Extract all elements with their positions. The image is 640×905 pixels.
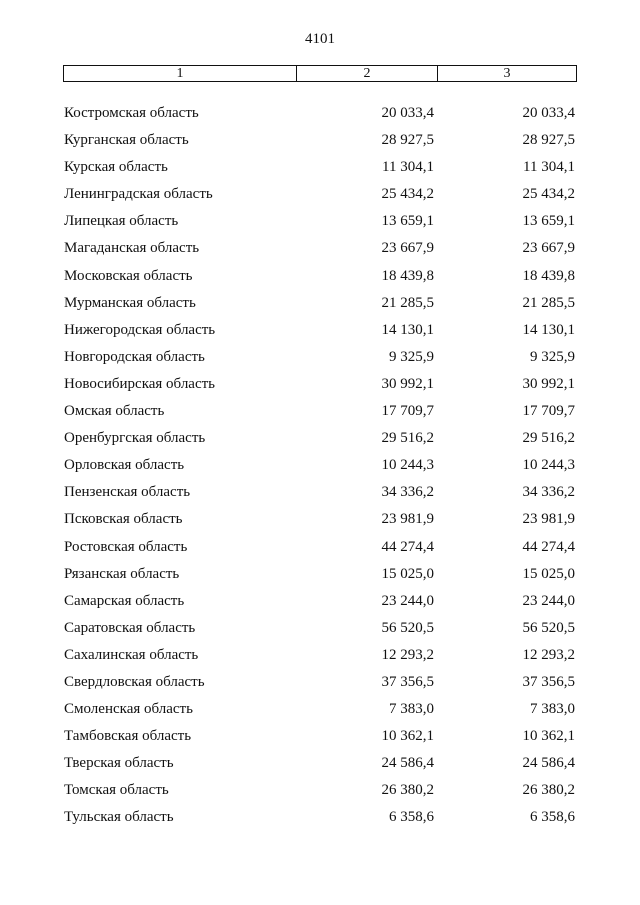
table-row xyxy=(0,481,640,508)
table-header xyxy=(63,65,577,82)
region-name: Псковская область xyxy=(64,511,183,528)
table-row xyxy=(0,373,640,400)
region-name: Пензенская область xyxy=(64,484,191,501)
value-col-3: 12 293,2 xyxy=(522,646,575,663)
value-col-3: 29 516,2 xyxy=(522,430,575,447)
value-col-2: 37 356,5 xyxy=(381,673,434,690)
value-col-2: 23 244,0 xyxy=(381,592,434,609)
region-name: Орловская область xyxy=(64,457,185,474)
value-col-3: 11 304,1 xyxy=(523,159,575,176)
region-name: Липецкая область xyxy=(64,213,179,230)
region-name: Костромская область xyxy=(64,105,199,121)
table-row xyxy=(0,454,640,481)
region-name: Смоленская область xyxy=(64,701,193,718)
region-name: Московская область xyxy=(64,267,193,284)
header-col-3: 3 xyxy=(503,66,511,81)
value-col-2: 29 516,2 xyxy=(381,430,434,447)
region-name: Курская область xyxy=(64,159,168,176)
region-name: Мурманская область xyxy=(64,294,196,311)
value-col-2: 30 992,1 xyxy=(381,375,434,392)
table-row xyxy=(0,590,640,617)
value-col-3: 7 383,0 xyxy=(530,701,575,718)
region-name: Свердловская область xyxy=(64,673,205,690)
value-col-2: 10 362,1 xyxy=(381,728,434,745)
region-name: Тамбовская область xyxy=(64,728,192,745)
region-name: Магаданская область xyxy=(64,240,200,257)
value-col-2: 23 981,9 xyxy=(381,511,434,528)
value-col-3: 30 992,1 xyxy=(522,375,575,392)
region-name: Тверская область xyxy=(64,755,174,772)
value-col-3: 28 927,5 xyxy=(522,132,575,149)
value-col-3: 10 244,3 xyxy=(522,457,575,474)
region-name: Саратовская область xyxy=(64,619,196,636)
table-row xyxy=(0,346,640,373)
value-col-2: 18 439,8 xyxy=(381,267,434,284)
value-col-2: 12 293,2 xyxy=(381,646,434,663)
value-col-3: 24 586,4 xyxy=(522,755,575,772)
region-name: Сахалинская область xyxy=(64,646,199,663)
table-row xyxy=(0,644,640,671)
table-row xyxy=(0,102,640,129)
value-col-2: 15 025,0 xyxy=(381,565,434,582)
page-number: 4101 xyxy=(305,31,335,47)
value-col-3: 9 325,9 xyxy=(530,348,575,365)
table-row xyxy=(0,292,640,319)
value-col-3: 10 362,1 xyxy=(522,728,575,745)
value-col-3: 26 380,2 xyxy=(522,782,575,799)
region-name: Рязанская область xyxy=(64,565,180,582)
value-col-3: 56 520,5 xyxy=(522,619,575,636)
region-name: Омская область xyxy=(64,403,165,420)
region-name: Новосибирская область xyxy=(64,375,216,392)
region-name: Ленинградская область xyxy=(64,186,213,203)
table-row xyxy=(0,617,640,644)
value-col-2: 23 667,9 xyxy=(381,240,434,257)
value-col-3: 34 336,2 xyxy=(522,484,575,501)
value-col-3: 17 709,7 xyxy=(522,403,575,420)
value-col-2: 17 709,7 xyxy=(381,403,434,420)
value-col-2: 25 434,2 xyxy=(381,186,434,203)
table-row xyxy=(0,183,640,210)
table-row xyxy=(0,508,640,535)
table-row xyxy=(0,237,640,264)
table-row xyxy=(0,129,640,156)
value-col-3: 14 130,1 xyxy=(522,321,575,338)
value-col-2: 26 380,2 xyxy=(381,782,434,799)
value-col-2: 34 336,2 xyxy=(381,484,434,501)
table-row xyxy=(0,319,640,346)
value-col-3: 37 356,5 xyxy=(522,673,575,690)
value-col-3: 6 358,6 xyxy=(530,809,575,826)
value-col-2: 6 358,6 xyxy=(389,809,434,826)
value-col-2: 14 130,1 xyxy=(381,321,434,338)
table-row xyxy=(0,210,640,237)
value-col-3: 18 439,8 xyxy=(522,267,575,284)
header-col-2: 2 xyxy=(297,66,438,81)
region-name: Самарская область xyxy=(64,592,185,609)
table-row xyxy=(0,671,640,698)
value-col-2: 10 244,3 xyxy=(381,457,434,474)
region-name: Курганская область xyxy=(64,132,189,149)
value-col-3: 21 285,5 xyxy=(522,294,575,311)
table-row xyxy=(0,536,640,563)
value-col-2: 24 586,4 xyxy=(381,755,434,772)
value-col-3: 23 981,9 xyxy=(522,511,575,528)
value-col-2: 9 325,9 xyxy=(389,348,434,365)
region-name: Новгородская область xyxy=(64,348,205,365)
value-col-2: 28 927,5 xyxy=(381,132,434,149)
value-col-2: 56 520,5 xyxy=(381,619,434,636)
value-col-3: 25 434,2 xyxy=(522,186,575,203)
region-name: Томская область xyxy=(64,782,169,799)
table-row xyxy=(0,563,640,590)
region-name: Оренбургская область xyxy=(64,430,206,447)
region-name: Ростовская область xyxy=(64,538,188,555)
value-col-3: 44 274,4 xyxy=(522,538,575,555)
header-col-1: 1 xyxy=(64,66,297,81)
table-row xyxy=(0,806,640,833)
table-row xyxy=(0,725,640,752)
value-col-2: 20 033,4 xyxy=(381,105,434,121)
table-body xyxy=(0,102,640,834)
value-col-2: 13 659,1 xyxy=(381,213,434,230)
value-col-2: 11 304,1 xyxy=(382,159,434,176)
value-col-3: 20 033,4 xyxy=(522,105,575,121)
table-row xyxy=(0,779,640,806)
region-name: Нижегородская область xyxy=(64,321,216,338)
value-col-2: 21 285,5 xyxy=(381,294,434,311)
table-row xyxy=(0,698,640,725)
value-col-3: 13 659,1 xyxy=(522,213,575,230)
table-row xyxy=(0,265,640,292)
value-col-3: 23 667,9 xyxy=(522,240,575,257)
value-col-3: 23 244,0 xyxy=(522,592,575,609)
table-row xyxy=(0,752,640,779)
value-col-3: 15 025,0 xyxy=(522,565,575,582)
table-row xyxy=(0,427,640,454)
region-name: Тульская область xyxy=(64,809,174,826)
table-row xyxy=(0,156,640,183)
value-col-2: 44 274,4 xyxy=(381,538,434,555)
value-col-2: 7 383,0 xyxy=(389,701,434,718)
table-row xyxy=(0,400,640,427)
